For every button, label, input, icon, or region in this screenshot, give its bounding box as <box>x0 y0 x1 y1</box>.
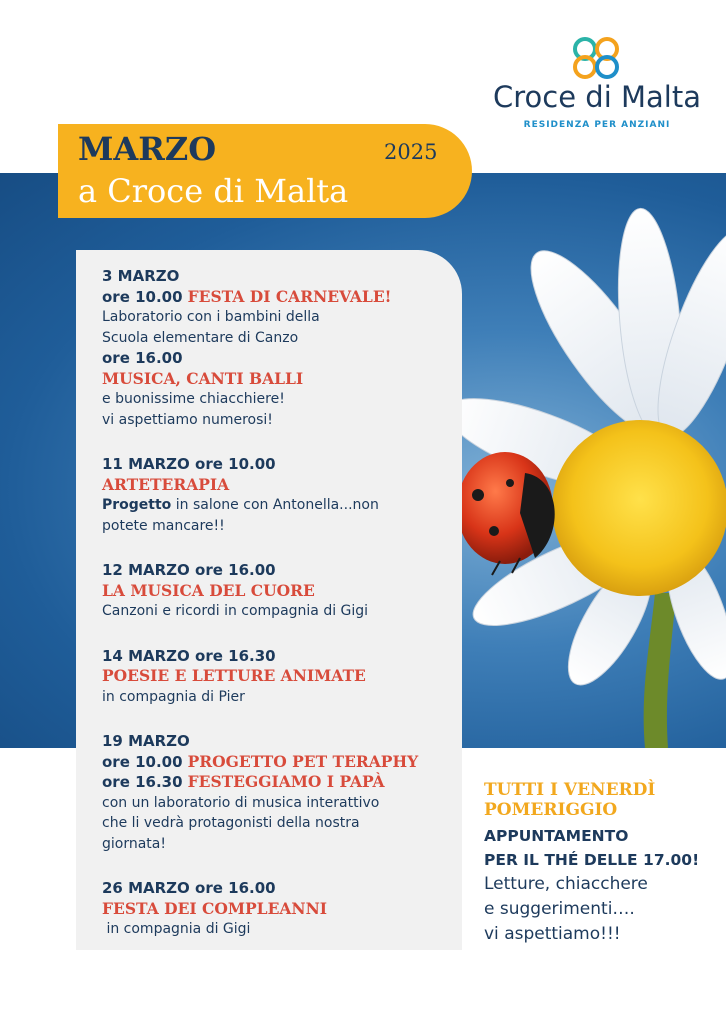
event-date: 11 MARZO ore 10.00 <box>102 455 276 473</box>
event-item <box>102 266 458 430</box>
event-time: ore 16.30 <box>102 773 183 791</box>
note-text: e suggerimenti…. <box>484 899 635 919</box>
flower-center <box>552 420 726 596</box>
event-line <box>102 772 458 793</box>
event-description-text: in salone con Antonella...non <box>171 497 379 513</box>
event-date: 19 MARZO <box>102 732 190 750</box>
month-banner <box>58 124 472 218</box>
event-description: in compagnia di Gigi <box>102 921 251 937</box>
events-list <box>102 266 458 964</box>
butterfly-heart-logo-icon <box>568 36 624 80</box>
event-item <box>102 646 458 708</box>
note-title: TUTTI I VENERDÌ <box>484 780 656 800</box>
event-description-bold: Progetto <box>102 497 172 513</box>
event-title: FESTA DI CARNEVALE! <box>187 286 392 306</box>
event-title: PROGETTO PET TERAPHY <box>187 751 419 771</box>
note-highlight: PER IL THÉ DELLE 17.00! <box>484 851 700 869</box>
event-title: MUSICA, CANTI BALLI <box>102 368 304 388</box>
event-title: FESTA DEI COMPLEANNI <box>102 898 327 918</box>
event-time: ore 16.00 <box>102 349 183 367</box>
event-title: ARTETERAPIA <box>102 474 230 494</box>
event-description: con un laboratorio di musica interattivo <box>102 794 380 811</box>
event-line <box>102 752 458 773</box>
logo-tagline: RESIDENZA PER ANZIANI <box>523 120 671 130</box>
croce-di-malta-logo <box>492 36 702 136</box>
event-date: 14 MARZO ore 16.30 <box>102 646 276 665</box>
weekly-tea-note <box>484 780 720 947</box>
event-description <box>102 495 458 516</box>
event-item <box>102 454 458 536</box>
logo-name: Croce di Malta <box>493 80 701 114</box>
event-item <box>102 878 458 940</box>
note-highlight: APPUNTAMENTO <box>484 827 629 845</box>
event-description: Canzoni e ricordi in compagnia di Gigi <box>102 603 369 619</box>
event-date: 26 MARZO ore 16.00 <box>102 879 276 897</box>
event-title: FESTEGGIAMO I PAPÀ <box>187 772 385 791</box>
note-title: POMERIGGIO <box>484 800 618 820</box>
banner-subtitle: a Croce di Malta <box>78 172 349 210</box>
event-description: potete mancare!! <box>102 517 225 534</box>
event-title: LA MUSICA DEL CUORE <box>102 580 315 600</box>
event-line <box>102 287 458 308</box>
event-description: che li vedrà protagonisti della nostra <box>102 815 360 831</box>
event-time: ore 10.00 <box>102 287 183 306</box>
note-text: Letture, chiacchere <box>484 874 648 894</box>
event-item <box>102 731 458 854</box>
event-description: in compagnia di Pier <box>102 688 245 705</box>
event-description: Scuola elementare di Canzo <box>102 329 299 346</box>
event-description: Laboratorio con i bambini della <box>102 309 320 325</box>
event-date: 3 MARZO <box>102 267 180 285</box>
event-description: e buonissime chiacchiere! <box>102 391 285 407</box>
event-title: POESIE E LETTURE ANIMATE <box>102 666 366 685</box>
event-item <box>102 560 458 622</box>
banner-title: MARZO <box>78 130 217 168</box>
event-description: giornata! <box>102 835 166 852</box>
event-date: 12 MARZO ore 16.00 <box>102 561 276 579</box>
note-text: vi aspettiamo!!! <box>484 924 621 944</box>
event-description: vi aspettiamo numerosi! <box>102 411 273 428</box>
banner-year: 2025 <box>384 140 438 164</box>
event-time: ore 10.00 <box>102 752 183 771</box>
